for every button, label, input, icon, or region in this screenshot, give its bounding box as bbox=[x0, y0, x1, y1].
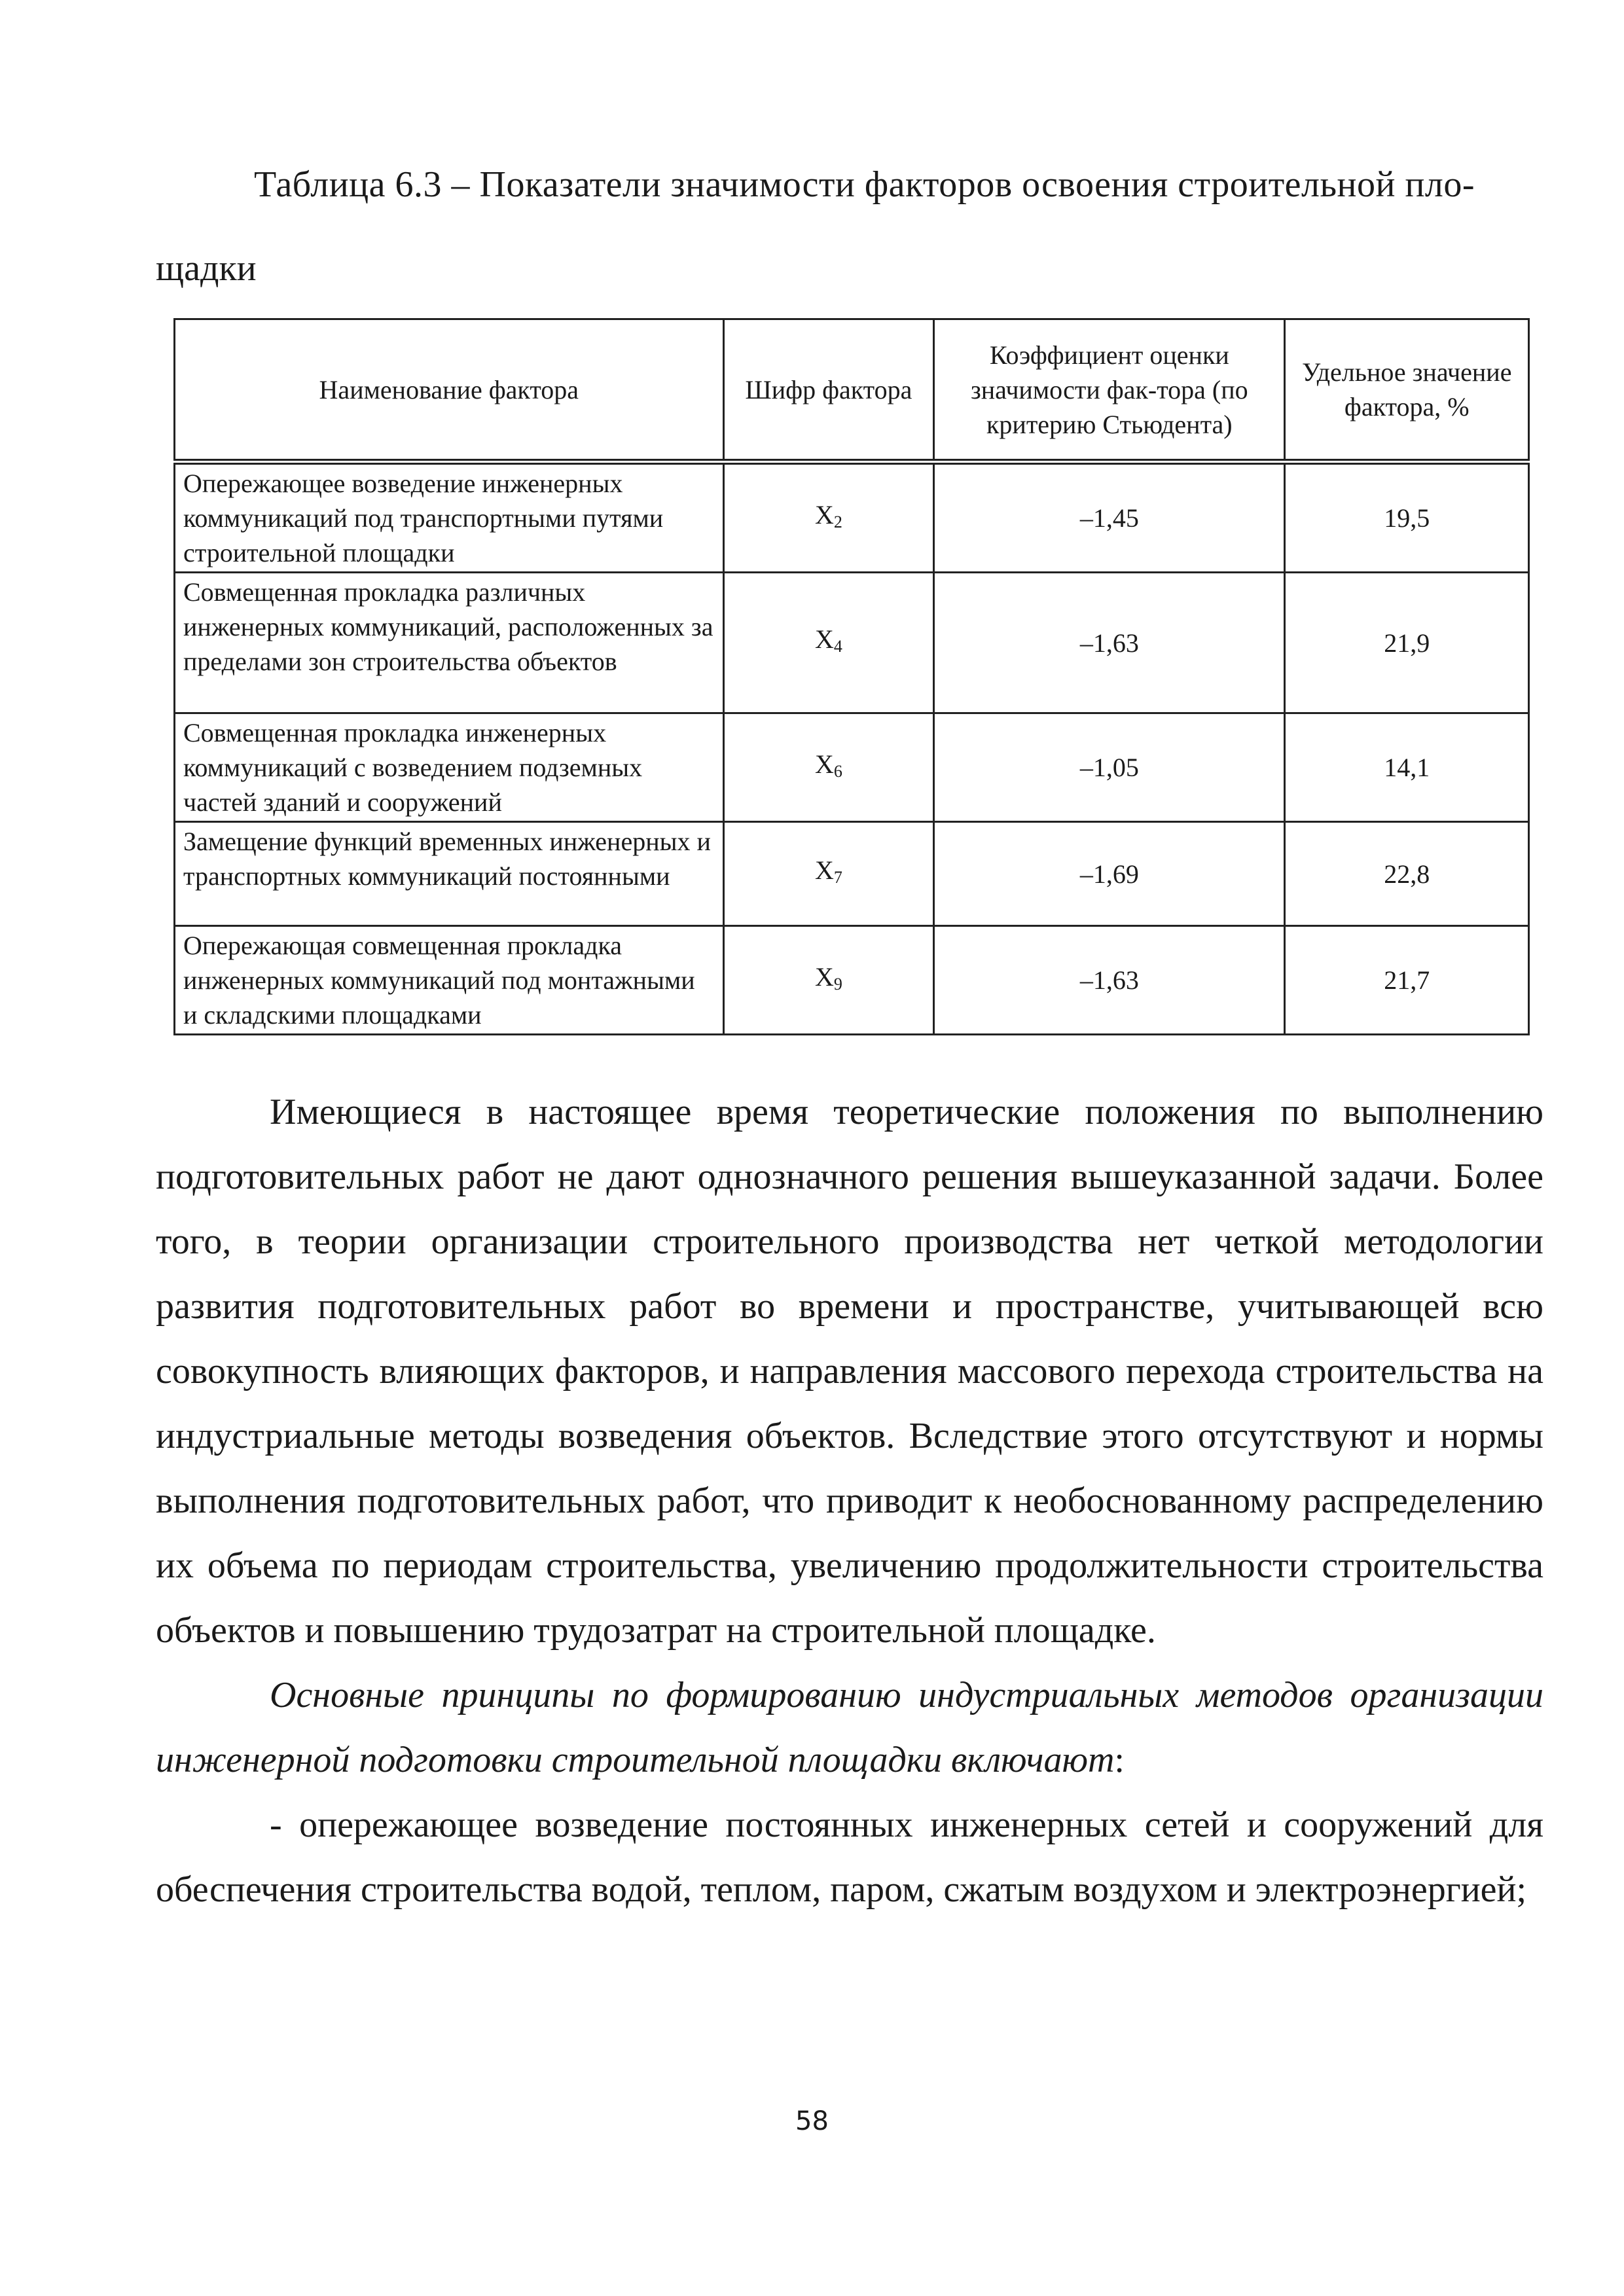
factor-code bbox=[723, 573, 934, 713]
paragraph-principles bbox=[156, 1663, 1543, 1793]
factor-coefficient: –1,05 bbox=[934, 713, 1285, 822]
principles-colon: : bbox=[1114, 1740, 1125, 1780]
bullet-item: - опережающее возведение постоянных инженерных сетей и сооружений для обеспечения строительства водой, теплом, паром, сжатым воздухом и электроэнергией; bbox=[156, 1804, 1543, 1910]
factor-code-index: 2 bbox=[833, 512, 842, 531]
factor-code bbox=[723, 926, 934, 1035]
table-caption-line-2: щадки bbox=[156, 248, 257, 289]
table-caption bbox=[156, 143, 1543, 310]
body-text bbox=[156, 1080, 1543, 1922]
table-row bbox=[175, 573, 1529, 713]
principles-heading: Основные принципы по формированию индустриальных методов организации инженерной подготовки строительной площадки включают bbox=[156, 1675, 1543, 1780]
factor-code-index: 6 bbox=[833, 761, 842, 781]
factor-share: 22,8 bbox=[1285, 822, 1529, 926]
factor-coefficient: –1,63 bbox=[934, 926, 1285, 1035]
factor-code-index: 4 bbox=[833, 637, 842, 656]
header-share: Удельное значение фактора, % bbox=[1285, 319, 1529, 462]
page-number: 58 bbox=[795, 2106, 829, 2136]
table-header-row bbox=[175, 319, 1529, 462]
factor-share: 14,1 bbox=[1285, 713, 1529, 822]
table-caption-line-1: Таблица 6.3 – Показатели значимости факторов освоения строительной пло- bbox=[254, 164, 1475, 205]
factor-code-letter: X bbox=[814, 855, 834, 885]
factor-coefficient: –1,69 bbox=[934, 822, 1285, 926]
factor-name: Опережающее возведение инженерных коммуникаций под транспортными путями строительной площадки bbox=[175, 462, 724, 573]
factor-code-index: 7 bbox=[833, 868, 842, 887]
factor-coefficient: –1,45 bbox=[934, 462, 1285, 573]
factor-name: Совмещенная прокладка различных инженерных коммуникаций, расположенных за пределами зон строительства объектов bbox=[175, 573, 724, 713]
factor-code bbox=[723, 462, 934, 573]
table-row bbox=[175, 462, 1529, 573]
factor-name: Совмещенная прокладка инженерных коммуникаций с возведением подземных частей зданий и сооружений bbox=[175, 713, 724, 822]
factor-name: Опережающая совмещенная прокладка инженерных коммуникаций под монтажными и складскими площадками bbox=[175, 926, 724, 1035]
factor-code-letter: X bbox=[814, 499, 834, 529]
factor-code bbox=[723, 713, 934, 822]
factor-share: 19,5 bbox=[1285, 462, 1529, 573]
header-factor-code: Шифр фактора bbox=[723, 319, 934, 462]
factor-code-index: 9 bbox=[833, 974, 842, 994]
header-coefficient: Коэффициент оценки значимости фак-тора (по критерию Стьюдента) bbox=[934, 319, 1285, 462]
factor-code bbox=[723, 822, 934, 926]
factor-code-letter: X bbox=[814, 961, 834, 992]
factor-share: 21,9 bbox=[1285, 573, 1529, 713]
factor-coefficient: –1,63 bbox=[934, 573, 1285, 713]
header-factor-name: Наименование фактора bbox=[175, 319, 724, 462]
factor-code-letter: X bbox=[814, 749, 834, 779]
factor-name: Замещение функций временных инженерных и транспортных коммуникаций постоянными bbox=[175, 822, 724, 926]
table-row bbox=[175, 713, 1529, 822]
factors-table bbox=[173, 318, 1530, 1035]
paragraph-theory: Имеющиеся в настоящее время теоретические положения по выполнению подготовительных работ не дают однозначного решения вышеуказанной задачи. Более того, в теории организации строительного производства нет четкой методологии развития подготовительных работ во времени и пространстве, учитывающей всю совокупность влияющих факторов, и направления массового перехода строительства на индустриальные методы возведения объектов. Вследствие этого отсутствуют и нормы выполнения подготовительных работ, что приводит к необоснованному распределению их объема по периодам строительства, увеличению продолжительности строительства объектов и повышению трудозатрат на строительной площадке. bbox=[156, 1092, 1543, 1651]
factor-share: 21,7 bbox=[1285, 926, 1529, 1035]
table-row bbox=[175, 926, 1529, 1035]
factor-code-letter: X bbox=[814, 624, 834, 654]
table-row bbox=[175, 822, 1529, 926]
